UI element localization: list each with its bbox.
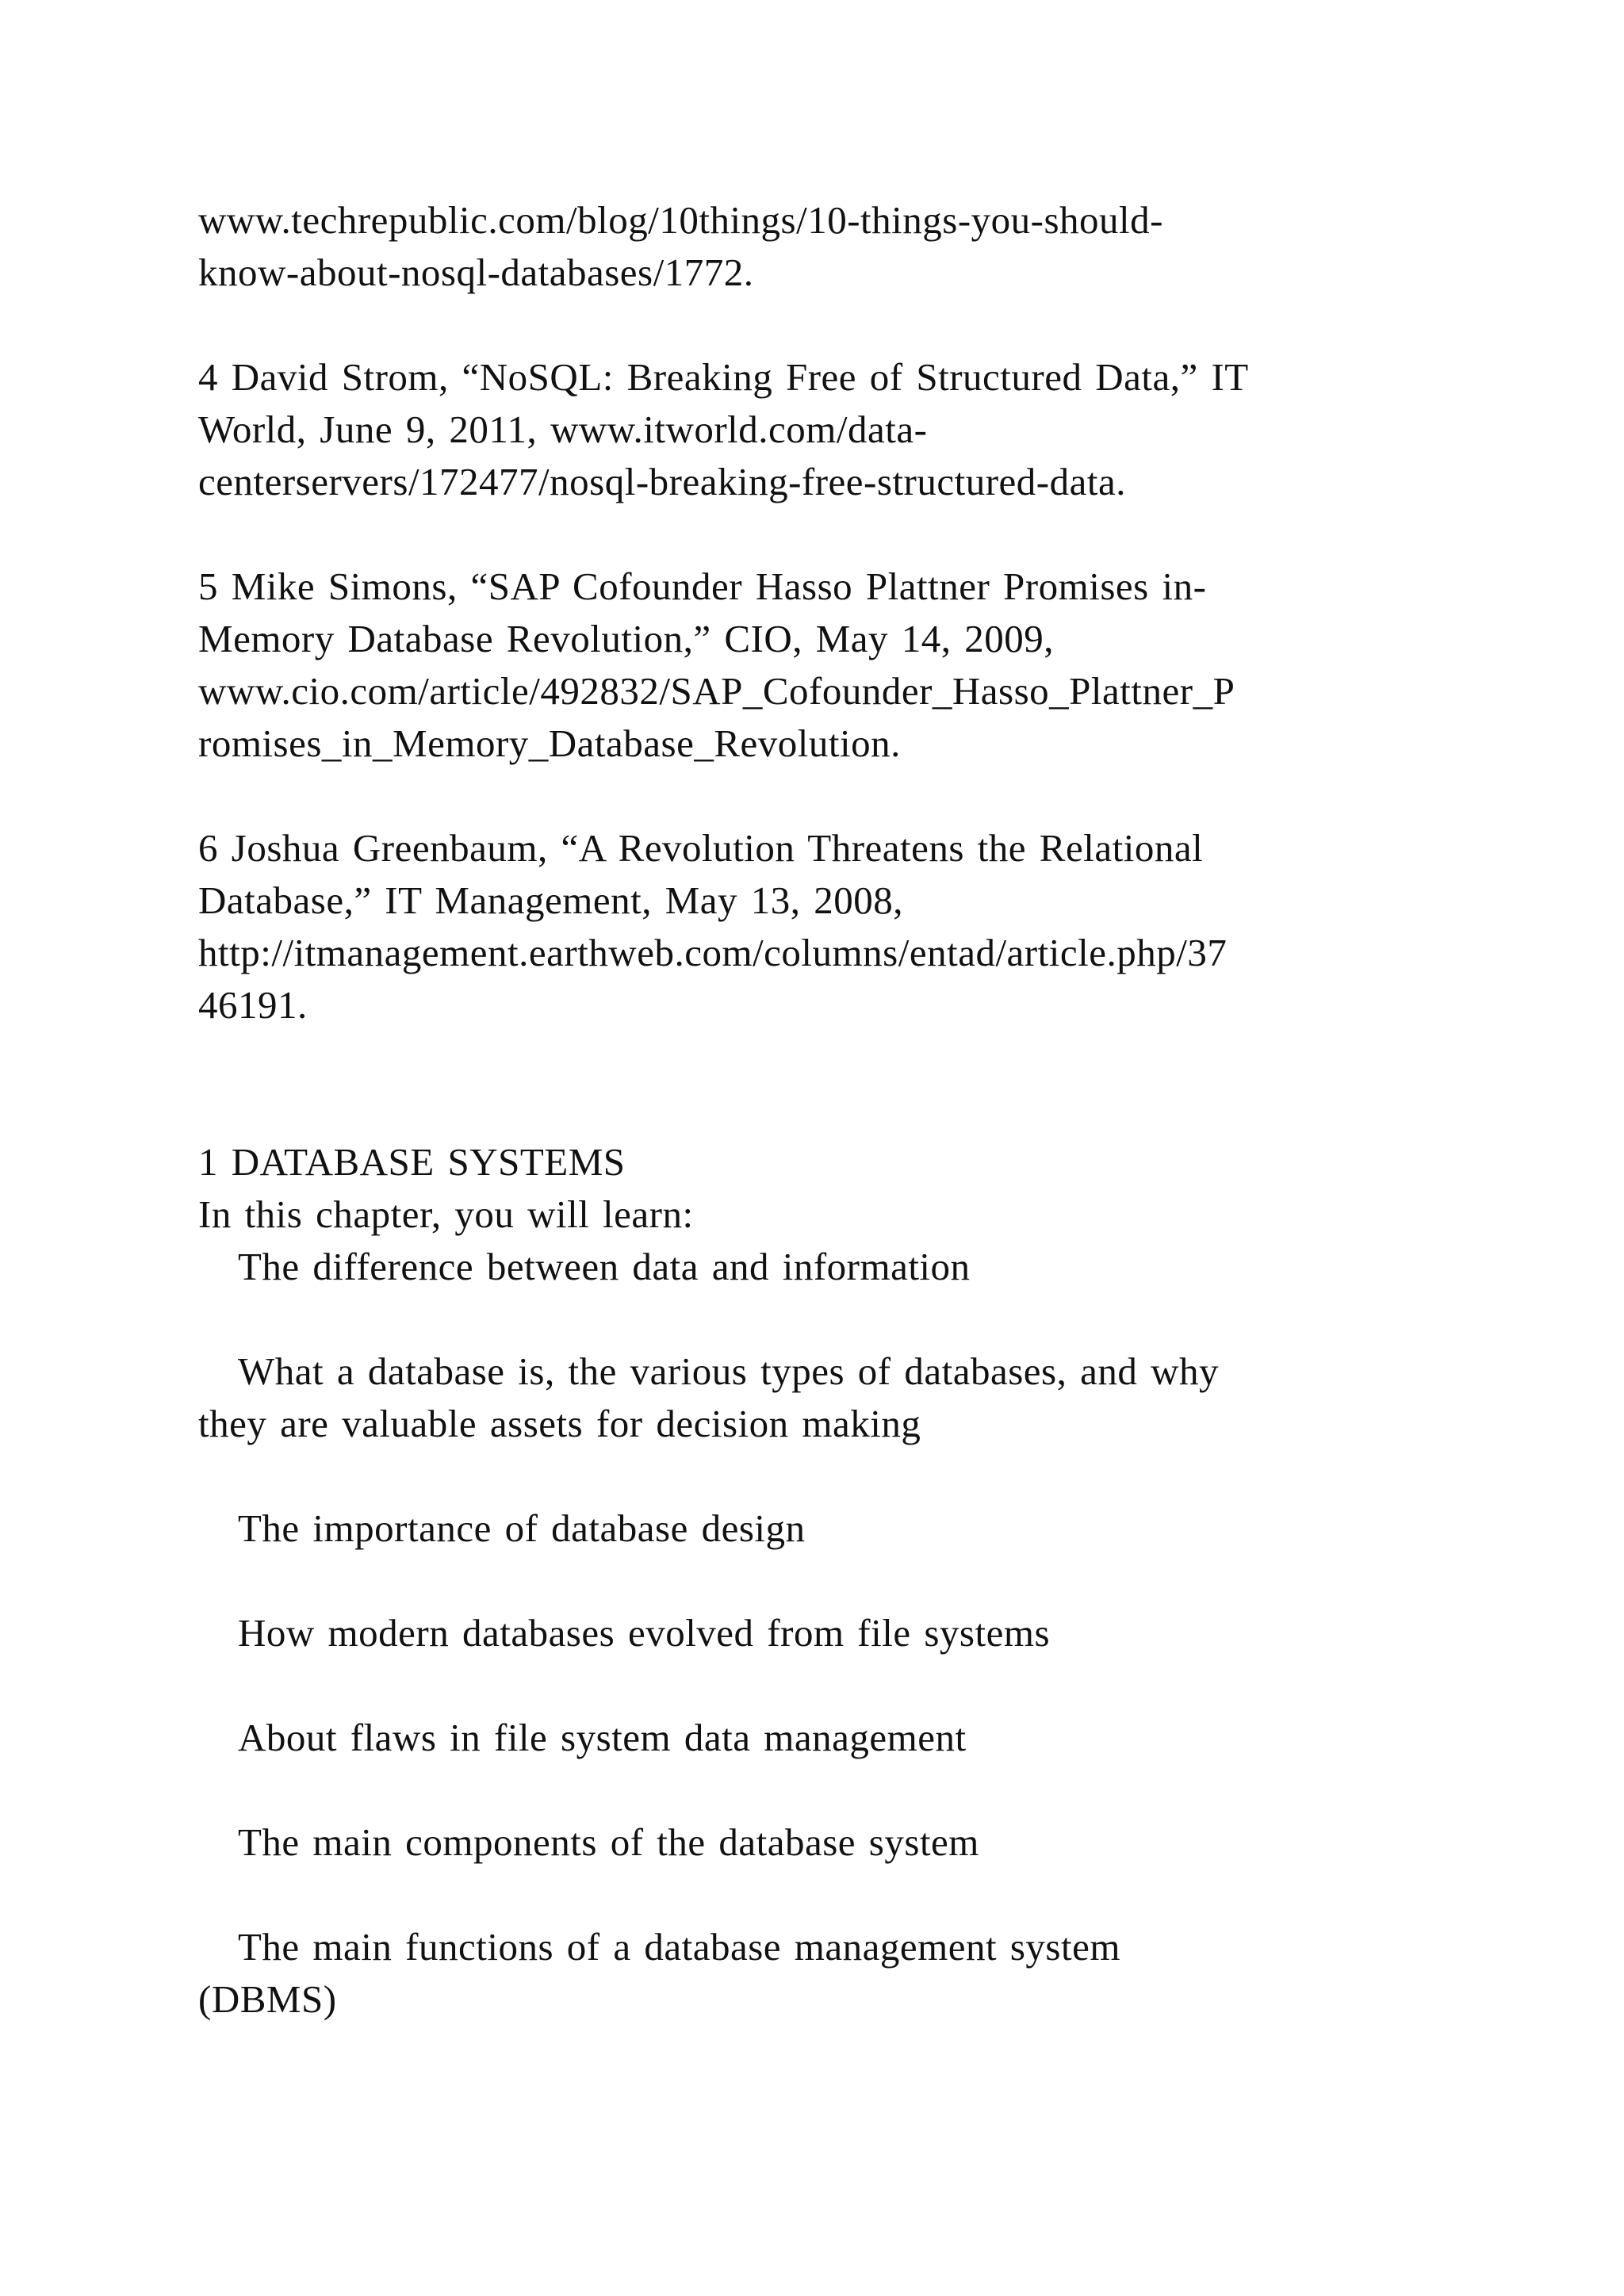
objective-line: The main functions of a database management system (238, 1925, 1120, 1969)
footnote-line: www.techrepublic.com/blog/10things/10-things-you-should- (198, 198, 1163, 242)
learning-objective (198, 1607, 1451, 1659)
document-page (198, 194, 1451, 2026)
footnote-line: 4 David Strom, “NoSQL: Breaking Free of Structured Data,” IT (198, 355, 1249, 399)
footnote-line: centerservers/172477/nosql-breaking-free-structured-data. (198, 460, 1126, 503)
footnote-line: know-about-nosql-databases/1772. (198, 251, 754, 294)
learning-objective (198, 1921, 1451, 2026)
objective-line: they are valuable assets for decision making (198, 1402, 921, 1445)
footnote-line: World, June 9, 2011, www.itworld.com/data- (198, 408, 928, 451)
footnote-4 (198, 351, 1451, 508)
footnote-3-continuation (198, 194, 1451, 299)
footnote-5 (198, 561, 1451, 770)
objective-line: How modern databases evolved from file systems (238, 1611, 1051, 1655)
objective-line: (DBMS) (198, 1977, 337, 2021)
footnote-line: romises_in_Memory_Database_Revolution. (198, 721, 901, 765)
footnote-line: 6 Joshua Greenbaum, “A Revolution Threatens the Relational (198, 826, 1204, 870)
learning-objective (198, 1712, 1451, 1764)
objective-line: The difference between data and information (238, 1245, 971, 1288)
objective-line: What a database is, the various types of databases, and why (238, 1349, 1219, 1393)
objective-line: The importance of database design (238, 1506, 806, 1550)
footnote-line: www.cio.com/article/492832/SAP_Cofounder_Hasso_Plattner_P (198, 669, 1235, 713)
footnote-line: http://itmanagement.earthweb.com/columns/entad/article.php/37 (198, 931, 1228, 974)
footnote-6 (198, 822, 1451, 1031)
learning-objective (198, 1345, 1451, 1450)
chapter-intro: In this chapter, you will learn: (198, 1192, 694, 1236)
footnote-line: Memory Database Revolution,” CIO, May 14, 2009, (198, 617, 1055, 660)
learning-objective (198, 1502, 1451, 1555)
objective-line: The main components of the database system (238, 1820, 979, 1864)
chapter-title: 1 DATABASE SYSTEMS (198, 1140, 626, 1184)
footnote-line: 46191. (198, 983, 308, 1027)
learning-objective (198, 1241, 1451, 1293)
objective-line: About flaws in file system data management (238, 1716, 967, 1759)
footnote-line: 5 Mike Simons, “SAP Cofounder Hasso Plattner Promises in- (198, 564, 1207, 608)
footnote-line: Database,” IT Management, May 13, 2008, (198, 878, 904, 922)
learning-objective (198, 1816, 1451, 1869)
